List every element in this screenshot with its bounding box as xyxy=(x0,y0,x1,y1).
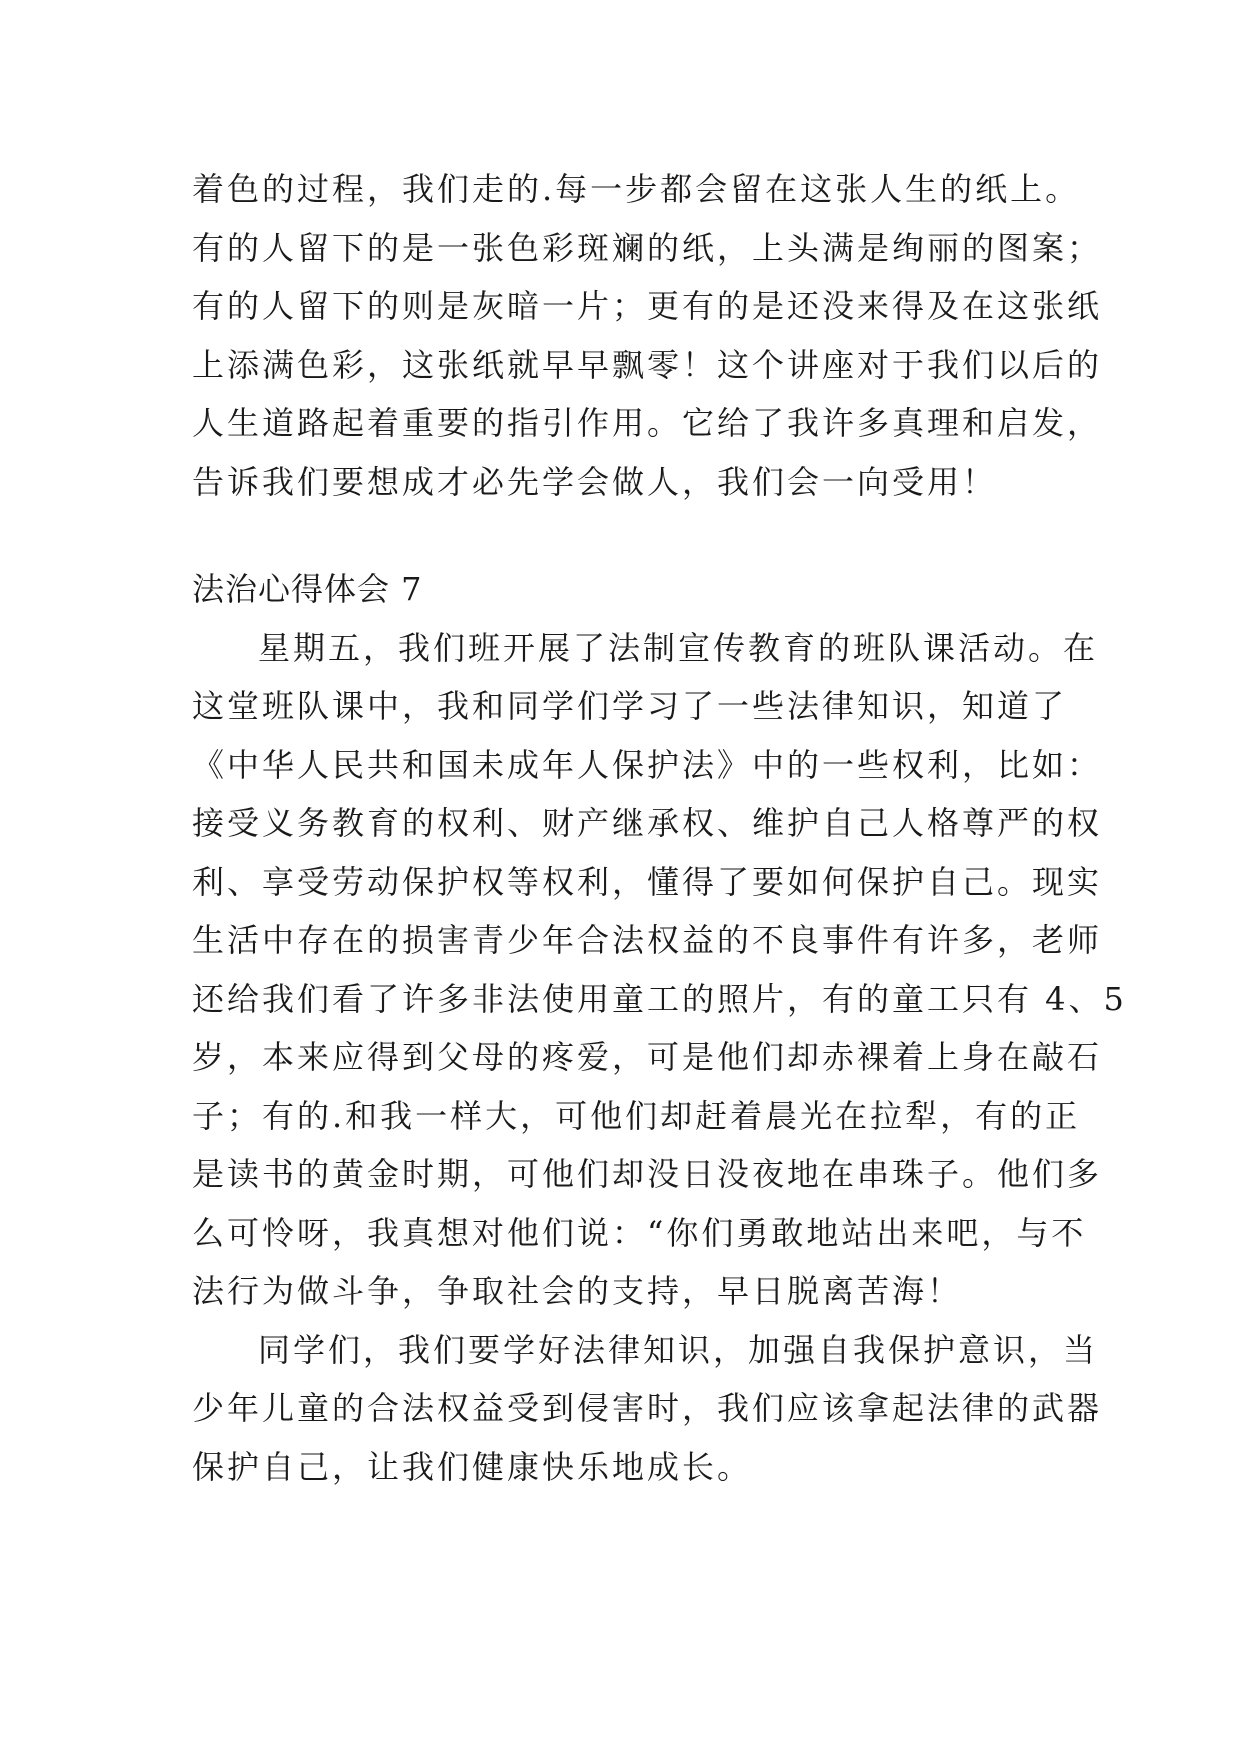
text-line: 还给我们看了许多非法使用童工的照片，有的童工只有 4、5 xyxy=(192,979,1127,1018)
text-line: 保护自己，让我们健康快乐地成长。 xyxy=(192,1447,753,1486)
top-paragraph xyxy=(192,160,1103,511)
text-line: 法行为做斗争，争取社会的支持，早日脱离苦海！ xyxy=(192,1272,963,1310)
section-7 xyxy=(192,560,1127,1496)
text-line: 岁，本来应得到父母的疼爱，可是他们却赤裸着上身在敲石 xyxy=(192,1038,1103,1076)
text-line: 《中华人民共和国未成年人保护法》中的一些权利，比如： xyxy=(192,745,1103,784)
text-line: 上添满色彩，这张纸就早早飘零！这个讲座对于我们以后的 xyxy=(192,345,1103,384)
text-line: 接受义务教育的权利、财产继承权、维护自己人格尊严的权 xyxy=(192,804,1103,842)
text-line: 这堂班队课中，我和同学们学习了一些法律知识，知道了 xyxy=(192,687,1068,725)
text-line: 是读书的黄金时期，可他们却没日没夜地在串珠子。他们多 xyxy=(192,1155,1103,1193)
text-line: 么可怜呀，我真想对他们说：“你们勇敢地站出来吧，与不 xyxy=(192,1213,1087,1252)
text-line: 星期五，我们班开展了法制宣传教育的班队课活动。在 xyxy=(258,628,1099,667)
text-line: 生活中存在的损害青少年合法权益的不良事件有许多，老师 xyxy=(192,921,1103,959)
text-line: 少年儿童的合法权益受到侵害时，我们应该拿起法律的武器 xyxy=(192,1389,1103,1427)
text-line: 子；有的.和我一样大，可他们却赶着晨光在拉犁，有的正 xyxy=(192,1096,1081,1135)
text-line: 有的人留下的是一张色彩斑斓的纸，上头满是绚丽的图案； xyxy=(192,228,1103,267)
text-line: 着色的过程，我们走的.每一步都会留在这张人生的纸上。 xyxy=(192,170,1081,208)
text-line: 告诉我们要想成才必先学会做人，我们会一向受用！ xyxy=(192,462,998,501)
text-line: 人生道路起着重要的指引作用。它给了我许多真理和启发， xyxy=(192,404,1103,442)
text-line: 同学们，我们要学好法律知识，加强自我保护意识，当 xyxy=(258,1330,1099,1369)
text-line: 利、享受劳动保护权等权利，懂得了要如何保护自己。现实 xyxy=(192,862,1103,901)
section-heading: 法治心得体会 7 xyxy=(192,570,423,608)
text-line: 有的人留下的则是灰暗一片；更有的是还没来得及在这张纸 xyxy=(192,287,1103,325)
